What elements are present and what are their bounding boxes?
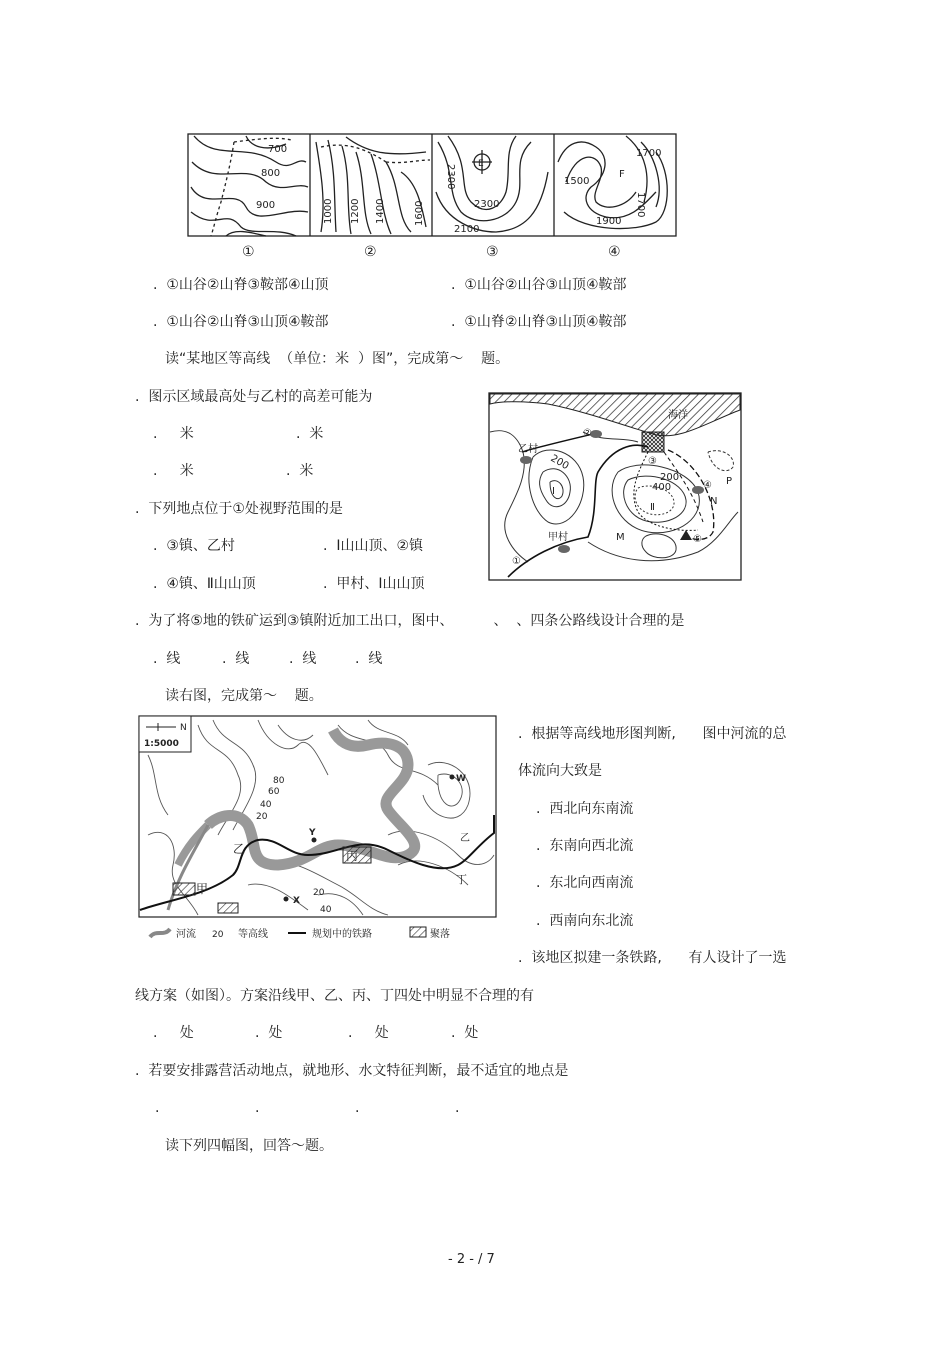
option-c: . xyxy=(355,1100,360,1116)
question-stem-cont: 体流向大致是 xyxy=(518,763,602,779)
question-stem: . 图示区域最高处与乙村的高差可能为 xyxy=(135,389,373,405)
question-stem: . 为了将⑤地的铁矿运到③镇附近加工出口，图中、 、 、四条公路线设计合理的是 xyxy=(135,613,685,629)
scale-label: 1:5000 xyxy=(144,739,179,749)
option-b: . 线 xyxy=(222,651,250,667)
option-d: . xyxy=(455,1100,460,1116)
legend-railway: 规划中的铁路 xyxy=(312,929,372,940)
option-d: . 线 xyxy=(355,651,383,667)
question-stem-cont: 线方案（如图）。方案沿线甲、乙、丙、丁四处中明显不合理的有 xyxy=(135,988,534,1004)
village-label: 甲村 xyxy=(548,532,568,543)
reading-instruction: 读右图，完成第～ 题。 xyxy=(165,688,323,704)
question-stem: . 根据等高线地形图判断, 图中河流的总 xyxy=(518,726,787,742)
question-stem: . 若要安排露营活动地点，就地形、水文特征判断，最不适宜的地点是 xyxy=(135,1063,569,1079)
mountain-label: Ⅱ xyxy=(650,502,655,513)
contour-label: 2300 xyxy=(445,164,456,190)
point-label: F xyxy=(619,169,625,180)
ocean-label: 海洋 xyxy=(668,410,688,421)
legend-settlement: 聚落 xyxy=(430,929,450,940)
route-label: 丙 xyxy=(346,849,359,863)
village-contour-map xyxy=(488,392,742,582)
contour-label: 1200 xyxy=(350,198,361,224)
place-number: ⑤ xyxy=(693,534,702,545)
contour-label: 1000 xyxy=(323,198,334,224)
point-label: E xyxy=(478,159,484,169)
option-a: . 线 xyxy=(153,651,181,667)
river-contour-map xyxy=(138,715,498,945)
option-c: . ④镇、Ⅱ山山顶 xyxy=(153,576,256,592)
option-b: . Ⅰ山山顶、②镇 xyxy=(323,538,424,554)
point-label: W xyxy=(456,774,466,784)
contour-panels-figure xyxy=(186,132,678,262)
point-label: Y xyxy=(309,828,316,838)
contour-label: 900 xyxy=(256,200,276,211)
contour-label: 200 xyxy=(660,472,680,483)
panel-caption: ① xyxy=(242,244,255,260)
option-c: . ①山谷②山脊③山顶④鞍部 xyxy=(153,314,329,330)
contour-label: 20 xyxy=(313,888,325,898)
north-arrow-label: N xyxy=(180,723,187,733)
point-label: X xyxy=(293,896,300,906)
option-a: . ①山谷②山脊③鞍部④山顶 xyxy=(153,277,329,293)
contour-label: 800 xyxy=(261,168,281,179)
panel-caption: ② xyxy=(364,244,377,260)
contour-label: 1400 xyxy=(375,198,386,224)
option-b: . 米 xyxy=(296,426,324,442)
option-d: . 西南向东北流 xyxy=(536,913,634,929)
option-a: . 西北向东南流 xyxy=(536,801,634,817)
option-a: . ③镇、乙村 xyxy=(153,538,235,554)
reading-instruction: 读“某地区等高线 （单位：米 ）图”，完成第～ 题。 xyxy=(165,351,510,367)
reading-instruction: 读下列四幅图，回答～题。 xyxy=(165,1138,333,1154)
option-d: . 甲村、Ⅰ山山顶 xyxy=(323,576,425,592)
panel-caption: ③ xyxy=(486,244,499,260)
page-number: - 2 - / 7 xyxy=(448,1252,495,1267)
contour-label: 60 xyxy=(268,787,280,797)
question-stem: . 下列地点位于①处视野范围的是 xyxy=(135,501,343,517)
legend-contour: 等高线 xyxy=(238,929,268,940)
option-d: . 处 xyxy=(451,1025,479,1041)
contour-label: 1600 xyxy=(414,200,425,226)
legend-river: 河流 xyxy=(176,929,196,940)
contour-label: 400 xyxy=(652,482,672,493)
legend-contour-value: 20 xyxy=(212,930,224,940)
option-b: . ①山谷②山谷③山顶④鞍部 xyxy=(451,277,627,293)
option-a: . 米 xyxy=(153,426,194,442)
option-a: . xyxy=(155,1100,160,1116)
route-label: 丁 xyxy=(456,873,467,886)
option-b: . 东南向西北流 xyxy=(536,838,634,854)
panel-caption: ④ xyxy=(608,244,621,260)
option-b: . xyxy=(255,1100,260,1116)
route-label: 乙 xyxy=(233,842,246,856)
village-label: 乙村 xyxy=(518,444,538,455)
place-number: ② xyxy=(583,428,592,439)
contour-label: 1700 xyxy=(635,192,646,218)
contour-label: 2300 xyxy=(474,199,500,210)
contour-label: 20 xyxy=(256,812,268,822)
contour-label: 1900 xyxy=(596,216,622,227)
option-c: . 东北向西南流 xyxy=(536,875,634,891)
option-c: . 处 xyxy=(348,1025,389,1041)
point-label: M xyxy=(616,532,625,543)
contour-label: 2100 xyxy=(454,224,480,235)
mountain-label: Ⅰ xyxy=(552,486,555,497)
route-label: 乙 xyxy=(460,833,470,844)
route-label: 甲 xyxy=(196,882,209,896)
place-number: ① xyxy=(512,556,521,567)
contour-label: 40 xyxy=(320,905,332,915)
option-a: . 处 xyxy=(153,1025,194,1041)
contour-label: 200 xyxy=(548,453,571,473)
contour-label: 1500 xyxy=(564,176,590,187)
option-c: . 线 xyxy=(289,651,317,667)
question-stem: . 该地区拟建一条铁路, 有人设计了一选 xyxy=(518,950,787,966)
point-label: P xyxy=(726,476,733,487)
place-number: ④ xyxy=(703,480,712,491)
option-c: . 米 xyxy=(153,463,194,479)
contour-label: 80 xyxy=(273,776,285,786)
option-d: . 米 xyxy=(286,463,314,479)
contour-label: 1700 xyxy=(636,148,662,159)
option-d: . ①山脊②山脊③山顶④鞍部 xyxy=(451,314,627,330)
contour-label: 700 xyxy=(268,144,288,155)
place-number: ③ xyxy=(648,456,657,467)
point-label: N xyxy=(710,496,718,507)
option-b: . 处 xyxy=(255,1025,283,1041)
contour-label: 40 xyxy=(260,800,272,810)
